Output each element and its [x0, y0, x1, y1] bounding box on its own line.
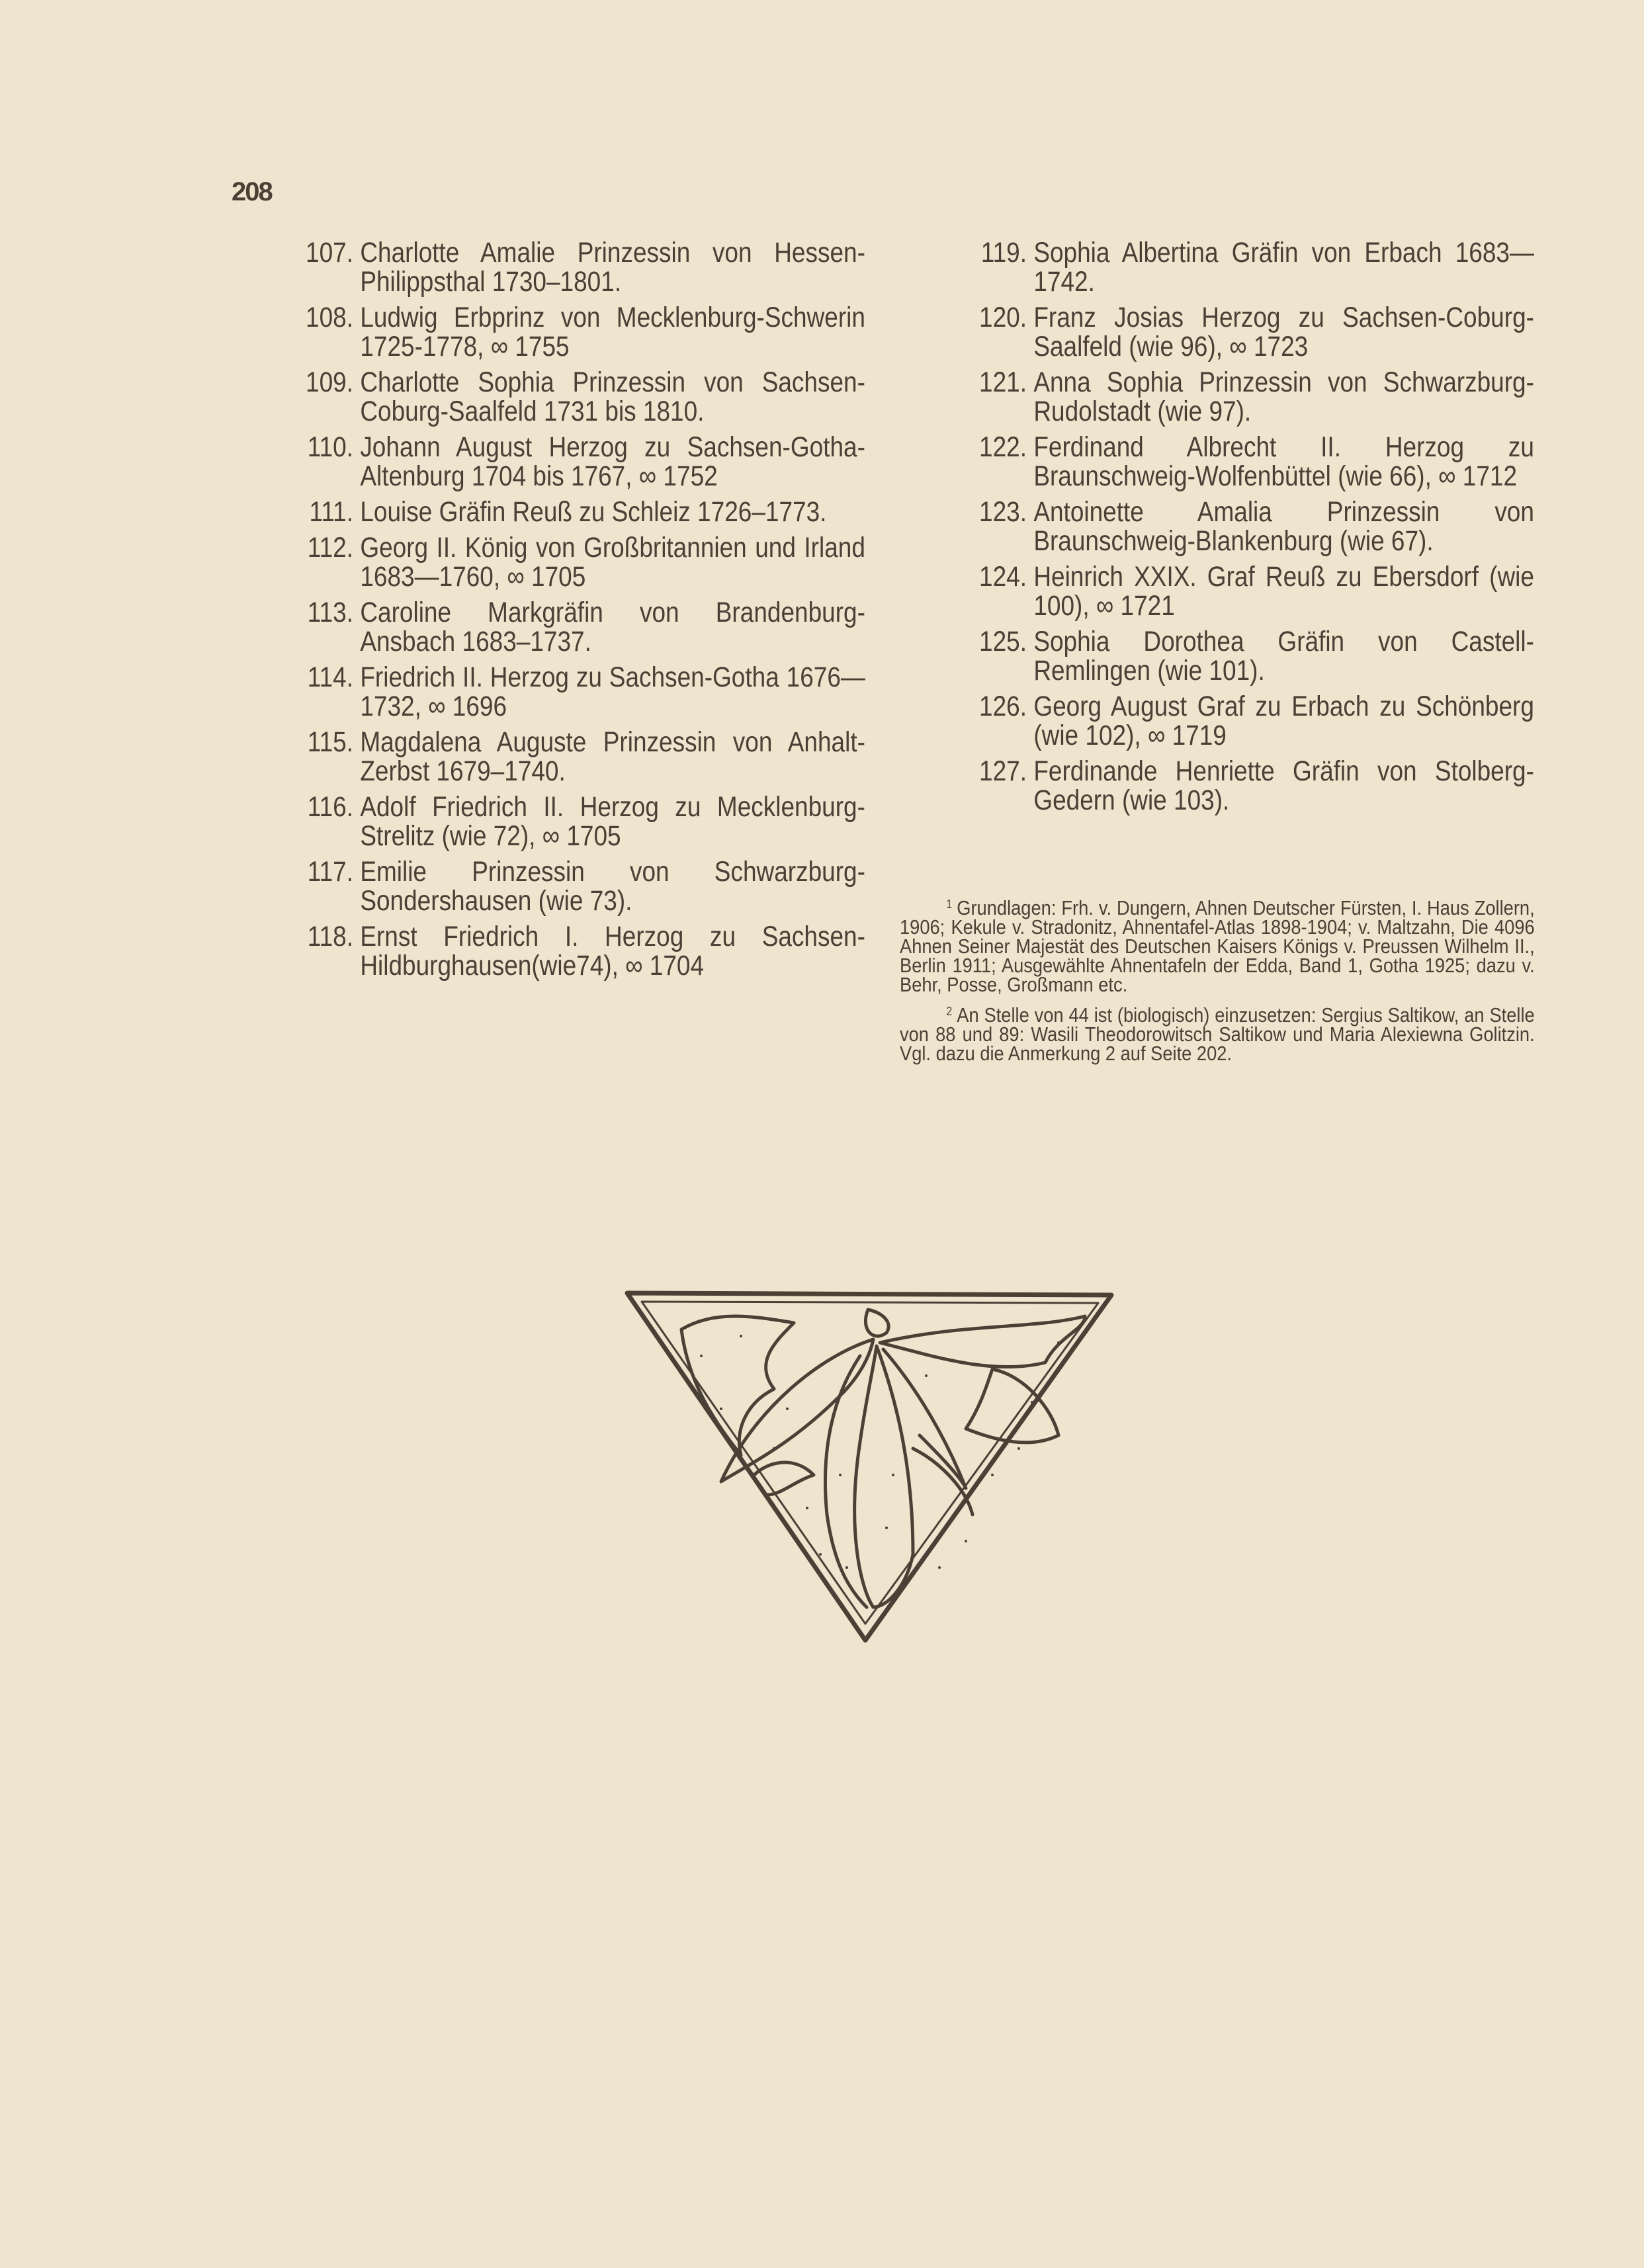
list-item: [296, 663, 865, 721]
list-item: [296, 303, 865, 361]
entry-number: 118.: [307, 921, 353, 952]
entry-number: 120.: [979, 302, 1027, 333]
entry-text: Emilie Prinzessin von Schwarzburg-Sondershausen (wie 73).: [360, 856, 865, 917]
footnote-marker: 2: [946, 1005, 953, 1018]
list-item: [296, 238, 865, 296]
entry-number: 124.: [979, 561, 1027, 593]
entry-text: Heinrich XXIX. Graf Reuß zu Ebersdorf (wie 100), ∞ 1721: [1033, 561, 1534, 622]
list-item: [970, 368, 1534, 426]
list-item: [970, 497, 1534, 556]
entry-number: 111.: [309, 496, 353, 528]
entry-text: Ernst Friedrich I. Herzog zu Sachsen-Hildburghausen(wie74), ∞ 1704: [360, 921, 865, 982]
entry-number: 113.: [307, 597, 353, 628]
entry-text: Louise Gräfin Reuß zu Schleiz 1726–1773.: [360, 496, 827, 528]
entry-number: 116.: [307, 791, 353, 823]
entry-text: Georg August Graf zu Erbach zu Schönberg (wie 102), ∞ 1719: [1033, 691, 1534, 751]
list-item: [296, 598, 865, 656]
entry-number: 123.: [979, 496, 1027, 528]
entry-text: Charlotte Amalie Prinzessin von Hessen-Philippsthal 1730–1801.: [360, 237, 865, 298]
entry-text: Sophia Dorothea Gräfin von Castell-Remlingen (wie 101).: [1033, 626, 1534, 687]
entry-text: Georg II. König von Großbritannien und Irland 1683—1760, ∞ 1705: [360, 532, 865, 593]
entry-number: 112.: [307, 532, 353, 564]
page-number: 208: [232, 177, 272, 206]
list-item: [296, 728, 865, 786]
entry-number: 122.: [979, 431, 1027, 463]
entry-number: 121.: [979, 366, 1027, 398]
entry-text: Antoinette Amalia Prinzessin von Braunschweig-Blankenburg (wie 67).: [1033, 496, 1534, 557]
list-item: [296, 433, 865, 491]
entry-text: Sophia Albertina Gräfin von Erbach 1683—1742.: [1033, 237, 1534, 298]
list-item: [970, 627, 1534, 685]
list-item: [970, 303, 1534, 361]
entry-number: 117.: [307, 856, 353, 888]
list-item: [970, 238, 1534, 296]
list-item: [970, 692, 1534, 750]
list-item: [296, 922, 865, 980]
entry-number: 108.: [306, 302, 353, 333]
entry-text: Magdalena Auguste Prinzessin von Anhalt-Zerbst 1679–1740.: [360, 726, 865, 787]
entry-number: 119.: [980, 237, 1027, 269]
list-item: [296, 857, 865, 915]
footnote-marker: 1: [946, 898, 953, 911]
footnote-text: An Stelle von 44 ist (biologisch) einzusetzen: Sergius Saltikow, an Stelle von 88 und 89: Wasili Theodorowitsch Saltikow und Maria Alexiewna Golitzin. Vgl. dazu die Anmerkung 2 auf Seite 202.: [900, 1003, 1535, 1065]
entry-text: Charlotte Sophia Prinzessin von Sachsen-Coburg-Saalfeld 1731 bis 1810.: [360, 366, 865, 427]
entry-number: 115.: [307, 726, 353, 758]
entry-text: Franz Josias Herzog zu Sachsen-Coburg-Saalfeld (wie 96), ∞ 1723: [1033, 302, 1534, 362]
footnotes: [900, 895, 1535, 1071]
triangular-leaf-vignette-icon: [622, 1277, 1125, 1647]
entry-number: 125.: [979, 626, 1027, 657]
list-item: [296, 368, 865, 426]
genealogy-list-left: [296, 238, 867, 987]
list-item: [296, 533, 865, 591]
footnote: [900, 1002, 1535, 1063]
entry-text: Adolf Friedrich II. Herzog zu Mecklenburg-Strelitz (wie 72), ∞ 1705: [360, 791, 865, 852]
entry-text: Ludwig Erbprinz von Mecklenburg-Schwerin 1725-1778, ∞ 1755: [360, 302, 865, 362]
entry-number: 114.: [307, 661, 353, 693]
genealogy-list-right: [970, 238, 1536, 821]
list-item: [296, 792, 865, 851]
entry-number: 127.: [979, 755, 1027, 787]
entry-text: Friedrich II. Herzog zu Sachsen-Gotha 1676—1732, ∞ 1696: [360, 661, 865, 722]
entry-number: 109.: [306, 366, 353, 398]
entry-number: 126.: [979, 691, 1027, 722]
entry-text: Anna Sophia Prinzessin von Schwarzburg-Rudolstadt (wie 97).: [1033, 366, 1534, 427]
entry-text: Johann August Herzog zu Sachsen-Gotha-Altenburg 1704 bis 1767, ∞ 1752: [360, 431, 865, 492]
entry-number: 110.: [307, 431, 353, 463]
footnote: [900, 895, 1535, 994]
list-item: [296, 497, 865, 526]
list-item: [970, 757, 1534, 815]
list-item: [970, 433, 1534, 491]
entry-number: 107.: [306, 237, 353, 269]
entry-text: Ferdinand Albrecht II. Herzog zu Braunschweig-Wolfenbüttel (wie 66), ∞ 1712: [1033, 431, 1534, 492]
list-item: [970, 562, 1534, 620]
footnote-text: Grundlagen: Frh. v. Dungern, Ahnen Deutscher Fürsten, I. Haus Zollern, 1906; Kekule v. Stradonitz, Ahnentafel-Atlas 1898-1904; v. Maltzahn, Die 4096 Ahnen Seiner Majestät des Deutschen Kaisers Königs v. Preussen Wilhelm II., Berlin 1911; Ausgewählte Ahnentafeln der Edda, Band 1, Gotha 1925; dazu v. Behr, Posse, Großmann etc.: [900, 896, 1535, 996]
entry-text: Caroline Markgräfin von Brandenburg-Ansbach 1683–1737.: [360, 597, 865, 657]
entry-text: Ferdinande Henriette Gräfin von Stolberg-Gedern (wie 103).: [1033, 755, 1534, 816]
